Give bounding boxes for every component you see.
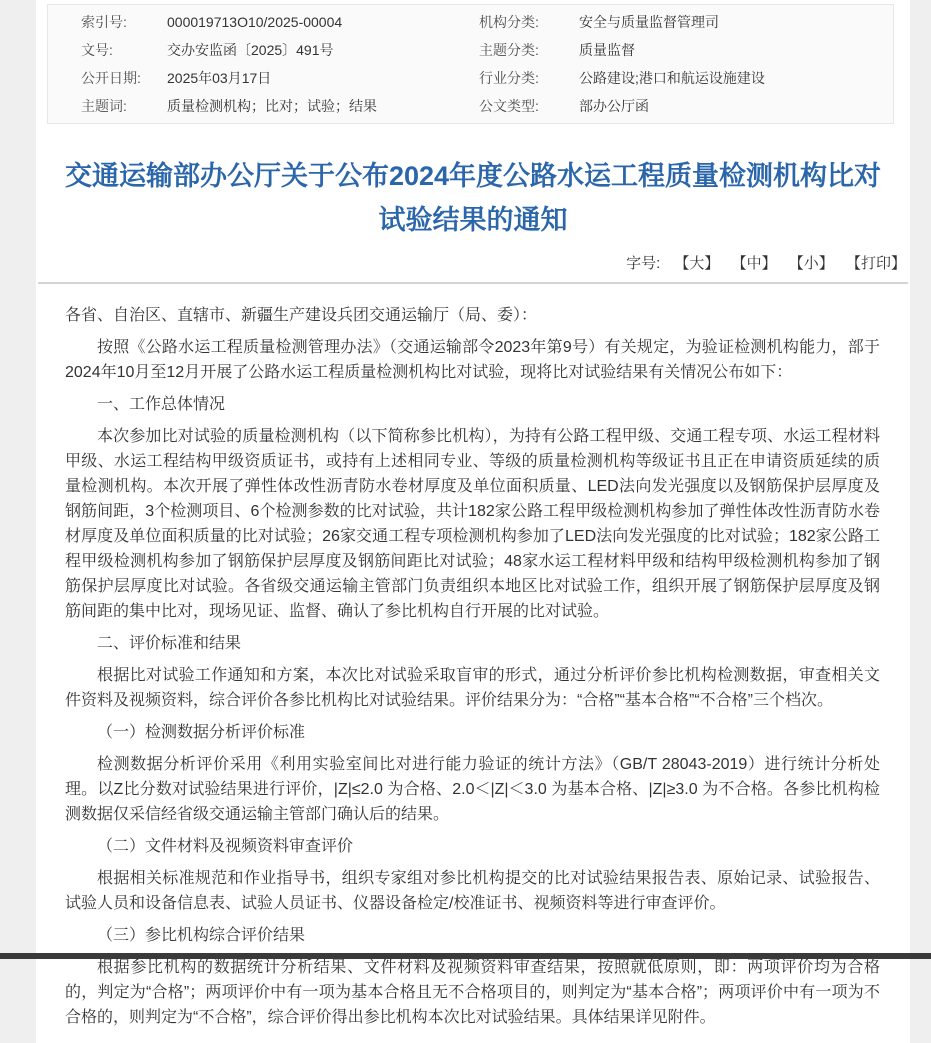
meta-value-topic-category: 质量监督: [579, 42, 635, 58]
meta-label-index-number: 索引号:: [81, 14, 127, 30]
meta-value-publish-date: 2025年03月17日: [167, 70, 272, 86]
meta-value-keywords: 质量检测机构；比对；试验；结果: [167, 98, 377, 114]
meta-label-keywords: 主题词:: [81, 98, 127, 114]
meta-value-doc-type: 部办公厅函: [579, 98, 649, 114]
document-metadata-table: [47, 4, 894, 124]
font-size-large-button[interactable]: 【大】: [674, 255, 720, 272]
intro-paragraph: 按照《公路水运工程质量检测管理办法》（交通运输部令2023年第9号）有关规定，为验证检测机构能力，部于2024年10月至12月开展了公路水运工程质量检测机构比对试验，现将比对试验结果有关情况公布如下：: [65, 339, 880, 381]
meta-label-doc-type: 公文类型:: [479, 98, 539, 114]
section-2-2-heading: （二）文件材料及视频资料审查评价: [97, 838, 354, 855]
section-2-3-body: 根据参比机构的数据统计分析结果、文件材料及视频资料审查结果，按照就低原则，即：两项评价均为合格的，判定为“合格”；两项评价中有一项为基本合格且无不合格项目的，则判定为“基本合格”；两项评价中有一项为不合格的，则判定为“不合格”，综合评价得出参比机构本次比对试验结果。具体结果详见附件。: [65, 959, 880, 1026]
meta-value-index-number: 000019713O10/2025-00004: [167, 14, 343, 30]
font-size-small-button[interactable]: 【小】: [788, 255, 834, 272]
document-title: 交通运输部办公厅关于公布2024年度公路水运工程质量检测机构比对试验结果的通知: [64, 161, 882, 235]
section-2-intro: 根据比对试验工作通知和方案，本次比对试验采取盲审的形式，通过分析评价参比机构检测数据，审查相关文件资料及视频资料，综合评价各参比机构比对试验结果。评价结果分为：“合格”“基本合格”“不合格”三个档次。: [65, 667, 880, 709]
meta-label-org-category: 机构分类:: [479, 14, 539, 30]
print-button[interactable]: 【打印】: [845, 255, 906, 272]
section-2-1-body: 检测数据分析评价采用《利用实验室间比对进行能力验证的统计方法》（GB/T 28043-2019）进行统计分析处理。以Z比分数对试验结果进行评价，|Z|≤2.0 为合格、2.0＜|Z|＜3.0 为基本合格、|Z|≥3.0 为不合格。各参比机构检测数据仅采信经省级交通运输主管部门确认后的结果。: [65, 756, 880, 823]
footer-bar: [0, 953, 931, 959]
font-size-medium-button[interactable]: 【中】: [731, 255, 777, 272]
section-2-1-heading: （一）检测数据分析评价标准: [97, 724, 306, 741]
section-2-heading: 二、评价标准和结果: [97, 635, 242, 652]
meta-label-doc-number: 文号:: [81, 42, 113, 58]
meta-value-doc-number: 交办安监函〔2025〕491号: [167, 42, 334, 58]
meta-row-publish-date: [81, 64, 893, 92]
meta-label-topic-category: 主题分类:: [479, 42, 539, 58]
meta-label-publish-date: 公开日期:: [81, 70, 141, 86]
meta-row-index-number: [81, 8, 893, 36]
font-size-toolbar: [36, 254, 910, 274]
meta-row-doc-number: [81, 36, 893, 64]
section-2-3-heading: （三）参比机构综合评价结果: [97, 927, 306, 944]
document-body: [36, 284, 910, 1043]
meta-value-industry-category: 公路建设;港口和航运设施建设: [579, 70, 765, 86]
section-1-body: 本次参加比对试验的质量检测机构（以下简称参比机构），为持有公路工程甲级、交通工程专项、水运工程材料甲级、水运工程结构甲级资质证书，或持有上述相同专业、等级的质量检测机构等级证书且正在申请资质延续的质量检测机构。本次开展了弹性体改性沥青防水卷材厚度及单位面积质量、LED法向发光强度以及钢筋保护层厚度及钢筋间距，3个检测项目、6个检测参数的比对试验，共计182家公路工程甲级检测机构参加了弹性体改性沥青防水卷材厚度及单位面积质量的比对试验；26家交通工程专项检测机构参加了LED法向发光强度的比对试验；182家公路工程甲级检测机构参加了钢筋保护层厚度及钢筋间距比对试验；48家水运工程材料甲级和结构甲级检测机构参加了钢筋保护层厚度比对试验。各省级交通运输主管部门负责组织本地区比对试验工作，组织开展了钢筋保护层厚度及钢筋间距的集中比对，现场见证、监督、确认了参比机构自行开展的比对试验。: [65, 428, 880, 620]
meta-value-org-category: 安全与质量监督管理司: [579, 14, 719, 30]
meta-row-keywords: [81, 92, 893, 120]
meta-label-industry-category: 行业分类:: [479, 70, 539, 86]
section-1-heading: 一、工作总体情况: [97, 396, 226, 413]
section-2-2-body: 根据相关标准规范和作业指导书，组织专家组对参比机构提交的比对试验结果报告表、原始记录、试验报告、试验人员和设备信息表、试验人员证书、仪器设备检定/校准证书、视频资料等进行审查评价。: [65, 870, 880, 912]
font-size-label: 字号:: [626, 255, 661, 272]
document-page: [36, 0, 910, 1043]
salutation: 各省、自治区、直辖市、新疆生产建设兵团交通运输厅（局、委）：: [65, 307, 538, 324]
